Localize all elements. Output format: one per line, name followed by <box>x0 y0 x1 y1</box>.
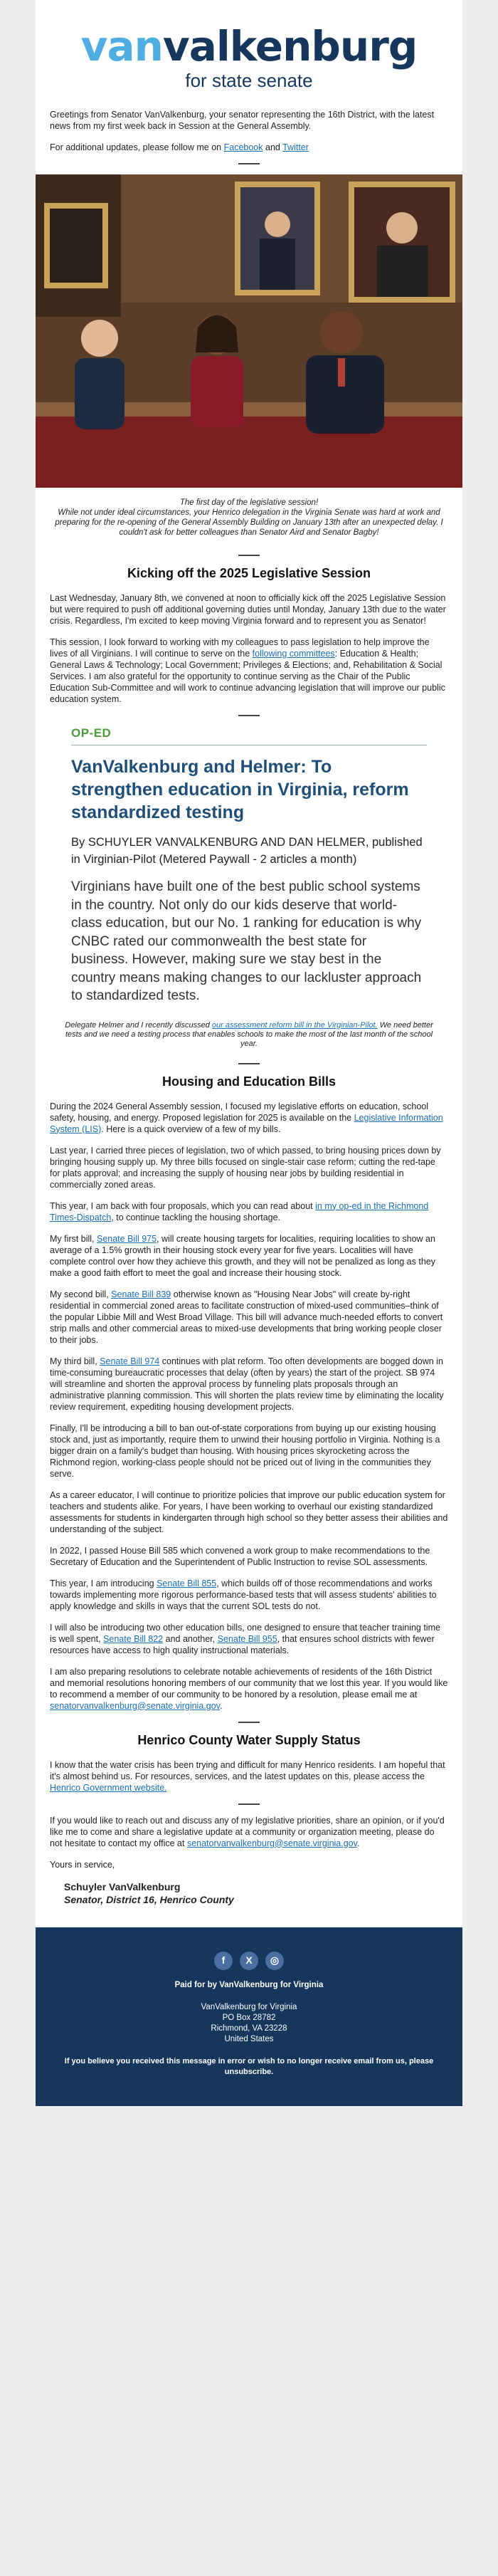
paid-for-text: Paid for by VanValkenburg for Virginia <box>174 1980 324 1989</box>
kickoff-paragraph: Last Wednesday, January 8th, we convened at noon to officially kick off the 2025 Legislative Session but were required to push off additional governing duties until Monday, January 13th due to the water crisis. Regardless, I'm excited to keep moving Virginia forward and to represent you as Senator! <box>50 593 446 626</box>
kickoff-paragraph: This session, I look forward to working with my colleagues to pass legislation to help improve the lives of all Virginians. I will continue to serve on the following committees: Education & Health; General Laws & Technology; Local Government; Privileges & Elections; and, Rehabilitation & Social Services. I am also grateful for the opportunity to continue serving as the Chair of the Public Education Sub-Committee and will work to continue advancing legislation that will improve our public education system. <box>50 637 445 704</box>
divider <box>238 163 260 164</box>
photo-caption: The first day of the legislative session! While not under ideal circumstances, your Henrico delegation in the Virginia Senate was hard at work and preparing for the re-opening of the General Assembly Building on January 13th after an unexpected delay. I couldn't ask for better colleagues than Senator Aird and Senator Bagby! <box>55 498 443 537</box>
housing-paragraph: I will also be introducing two other education bills, one designed to ensure that teacher training time is well spent, Senate Bill 822 and another, Senate Bill 955, that ensures school districts with fewer resources have access to high quality instructional materials. <box>50 1622 440 1655</box>
email-footer <box>36 1927 462 2106</box>
kickoff-section <box>36 592 462 705</box>
signature <box>36 1880 462 1906</box>
sb839-link[interactable]: Senate Bill 839 <box>111 1289 171 1299</box>
housing-paragraph: In 2022, I passed House Bill 585 which convened a work group to make recommendations to the Secretary of Education and the Superintendent of Public Instruction to revise SOL assessments. <box>50 1545 430 1567</box>
sb955-link[interactable]: Senate Bill 955 <box>217 1633 277 1644</box>
instagram-icon[interactable]: ◎ <box>265 1952 284 1970</box>
signature-name: Schuyler VanValkenburg <box>64 1880 181 1892</box>
closing-section <box>36 1815 462 1870</box>
housing-section <box>36 1101 462 1712</box>
divider <box>238 715 260 716</box>
sb822-link[interactable]: Senate Bill 822 <box>103 1633 164 1644</box>
water-section <box>36 1759 462 1794</box>
signature-title: Senator, District 16, Henrico County <box>64 1893 234 1905</box>
intro-section <box>36 109 462 153</box>
social-links <box>50 1952 448 1970</box>
contact-email-link[interactable]: senatorvanvalkenburg@senate.virginia.gov <box>186 1838 357 1848</box>
henrico-website-link[interactable]: Henrico Government website. <box>50 1782 167 1793</box>
facebook-icon[interactable]: f <box>214 1952 233 1970</box>
housing-paragraph: My first bill, Senate Bill 975, will create housing targets for localities, requiring localities to show an average of a 1.5% growth in their housing stock every year for five years. Localities will have complete control over how they achieve this growth, and they will not be penalized as long as they make a good faith effort to meet the goal and increase their housing stock. <box>50 1233 435 1278</box>
sb855-link[interactable]: Senate Bill 855 <box>157 1578 217 1588</box>
divider <box>238 1722 260 1723</box>
housing-paragraph: During the 2024 General Assembly session, I focused my legislative efforts on education, school safety, housing, and energy. Proposed legislation for 2025 is available on the Legislative Information System (LIS). Here is a quick overview of a few of my bills. <box>50 1101 443 1134</box>
follow-text: For additional updates, please follow me on Facebook and Twitter <box>50 142 309 152</box>
divider <box>238 555 260 556</box>
oped-caption: Delegate Helmer and I recently discussed our assessment reform bill in the Virginian-Pilot. We need better tests and we need a testing process that enables schools to make the most of the last month of the school year. <box>65 1020 433 1048</box>
email-link[interactable]: senatorvanvalkenburg@senate.virginia.gov <box>50 1700 220 1711</box>
logo: vanvalkenburg <box>80 22 418 70</box>
closing-salutation: Yours in service, <box>50 1859 115 1870</box>
greeting-text: Greetings from Senator VanValkenburg, your senator representing the 16th District, with the latest news from my first week back in Session at the General Assembly. <box>50 110 435 131</box>
senate-photo <box>36 174 462 488</box>
section-heading-kickoff: Kicking off the 2025 Legislative Session <box>127 566 371 580</box>
sb975-link[interactable]: Senate Bill 975 <box>96 1233 157 1244</box>
oped-section <box>36 726 462 1005</box>
lis-link[interactable]: Legislative Information System (LIS) <box>50 1112 443 1134</box>
facebook-link[interactable]: Facebook <box>223 142 263 152</box>
footer-po-box: PO Box 28782 <box>222 2013 276 2022</box>
section-heading-water: Henrico County Water Supply Status <box>137 1732 361 1747</box>
footer-country: United States <box>224 2034 274 2043</box>
water-paragraph: I know that the water crisis has been trying and difficult for many Henrico residents. I am hopeful that it's almost behind us. For resources, services, and the latest updates on this, please access the Henrico Government website. <box>50 1759 445 1793</box>
housing-paragraph: My third bill, Senate Bill 974 continues with plat reform. Too often developments are bogged down in time-consuming bureaucratic processes that delay (often by years) the start of the project. SB 974 will streamline and shorten the approval process by funneling plats proposals through an administrative planning commission. This will shorten the plats review time by eliminating the locality review requirement, expediting housing development projects. <box>50 1356 444 1412</box>
sb974-link[interactable]: Senate Bill 974 <box>100 1356 160 1366</box>
housing-paragraph: As a career educator, I will continue to prioritize policies that improve our public education system for teachers and students alike. For years, I have been working to overhaul our existing standardized assessments for students in kindergarten through high school so they better assess their abilities and understanding of the subject. <box>50 1489 448 1534</box>
housing-paragraph: I am also preparing resolutions to celebrate notable achievements of residents of the 16th District and memorial resolutions honoring members of our community that we lost this year. If you would like to recommend a member of our community to be honored by a resolution, please email me at senatorvanvalkenburg@senate.virginia.gov. <box>50 1666 448 1711</box>
closing-paragraph: If you would like to reach out and discuss any of my legislative priorities, share an opinion, or if you'd like me to come and share a legislative update at a community or organization meeting, please do not hesitate to contact my office at senatorvanvalkenburg@senate.virginia.gov. <box>50 1815 445 1848</box>
committees-link[interactable]: following committees <box>252 649 335 659</box>
email-container <box>36 0 462 2106</box>
footer-org: VanValkenburg for Virginia <box>201 2002 297 2011</box>
oped-body: Virginians have built one of the best public school systems in the country. Not only do our kids deserve that world-class education, but our No. 1 ranking for education is why CNBC rated our commonwealth the best state for business. However, making sure we stay best in the country means making changes to our lackluster approach to standardized tests. <box>71 879 422 1003</box>
unsubscribe-text[interactable]: If you believe you received this message in error or wish to no longer receive email from us, please unsubscribe. <box>64 2056 434 2076</box>
divider <box>238 1063 260 1064</box>
housing-paragraph: Finally, I'll be introducing a bill to ban out-of-state corporations from buying up our existing housing stock and, just as importantly, require them to unwind their housing portfolio in Virginia. Nothing is a bigger drain on a family's budget than housing. With housing prices skyrocketing across the Richmond region, working-class people should not be priced out of living in the communities they serve. <box>50 1423 440 1479</box>
oped-label: OP-ED <box>71 726 112 740</box>
footer-city: Richmond, VA 23228 <box>211 2023 287 2033</box>
housing-paragraph: This year, I am back with four proposals, which you can read about in my op-ed in the Richmond Times-Dispatch, to continue tackling the housing shortage. <box>50 1200 429 1222</box>
oped-title[interactable]: VanValkenburg and Helmer: To strengthen education in Virginia, reform standardized testing <box>71 757 409 822</box>
logo-subtitle: for state senate <box>185 70 313 91</box>
oped-article-link[interactable]: our assessment reform bill in the Virginian-Pilot. <box>211 1020 378 1030</box>
twitter-link[interactable]: Twitter <box>282 142 309 152</box>
housing-paragraph: This year, I am introducing Senate Bill 855, which builds off of those recommendations and works towards implementing more rigorous performance-based tests that will assess students' abilities to apply knowledge and skills in ways that the current SOL tests do not. <box>50 1578 437 1611</box>
senate-photo-illustration <box>36 174 462 488</box>
x-icon[interactable]: X <box>240 1952 258 1970</box>
email-header <box>36 0 462 109</box>
rtd-oped-link[interactable]: in my op-ed in the Richmond Times-Dispatch <box>50 1200 429 1222</box>
housing-paragraph: My second bill, Senate Bill 839 otherwise known as "Housing Near Jobs" will create by-right residential in commercial zoned areas to facilitate construction of mixed-used communities–think of the popular Libbie Mill and West Broad Village. This bill will advance much-needed efforts to convert strip malls and other commercial areas to mixed-use developments that bring working people closer to their jobs. <box>50 1289 443 1345</box>
section-heading-housing: Housing and Education Bills <box>161 1074 336 1089</box>
housing-paragraph: Last year, I carried three pieces of legislation, two of which passed, to bring housing prices down by bringing housing supply up. My three bills focused on single-stair case reform; cutting the red-tape for plats approval; and increasing the supply of housing near jobs by building residential in commercially zoned areas. <box>50 1145 441 1190</box>
divider <box>238 1803 260 1805</box>
oped-byline: By SCHUYLER VANVALKENBURG AND DAN HELMER, published in Virginian-Pilot (Metered Paywall - 2 articles a month) <box>71 836 423 866</box>
